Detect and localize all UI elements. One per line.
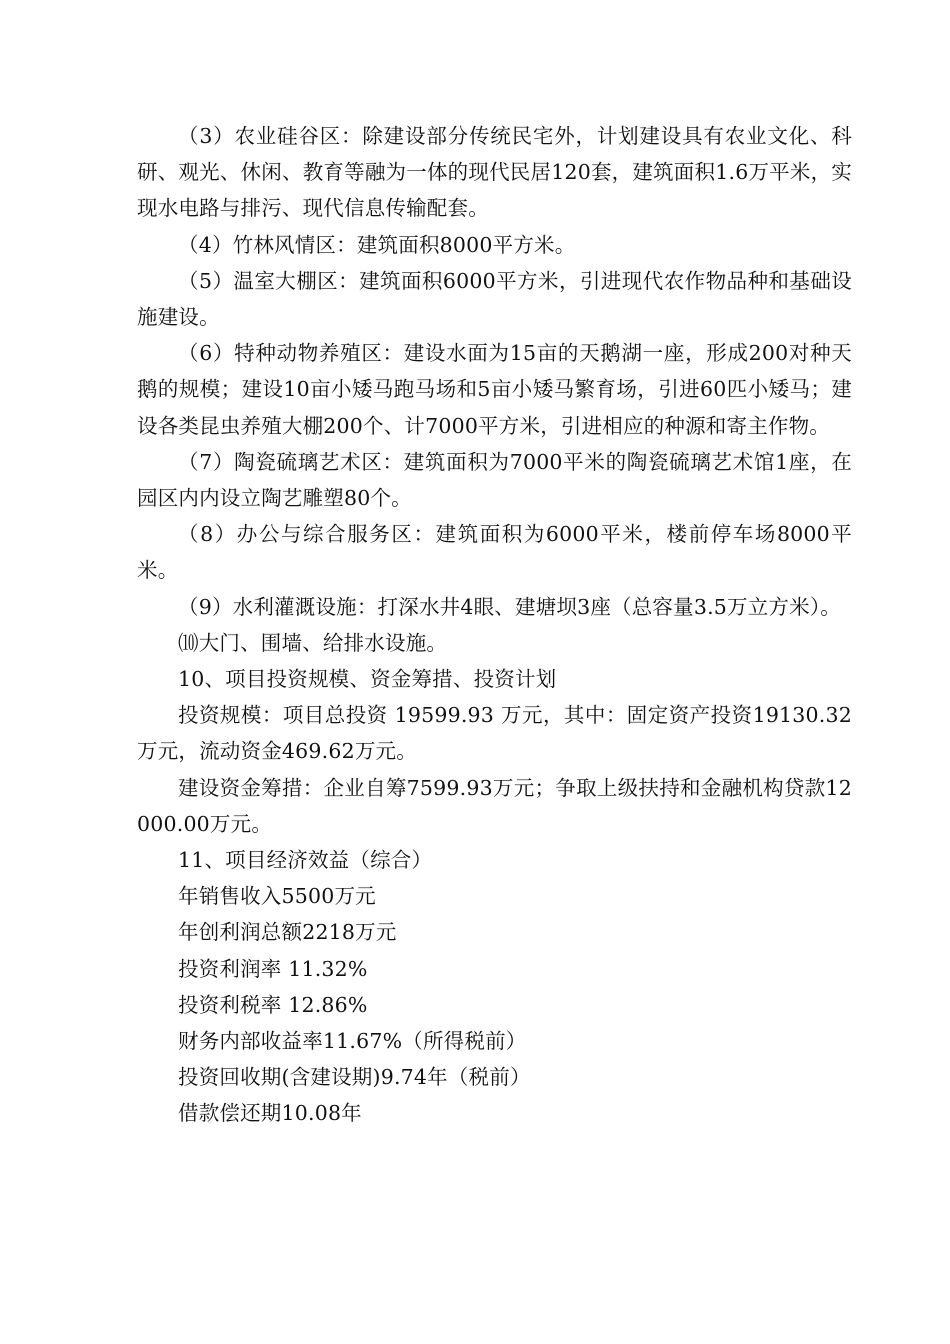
investment-profit-rate: 投资利润率 11.32% xyxy=(178,956,368,981)
paragraph-fund-raising: 建设资金筹措：企业自筹7599.93万元；争取上级扶持和金融机构贷款12000.00万元。 xyxy=(137,775,852,836)
payback-period: 投资回收期(含建设期)9.74年（税前） xyxy=(178,1065,531,1090)
paragraph-bamboo-forest: （4）竹林风情区：建筑面积8000平方米。 xyxy=(178,232,576,257)
annual-total-profit: 年创利润总额2218万元 xyxy=(178,920,397,945)
paragraph-agri-silicon-valley: （3）农业硅谷区：除建设部分传统民宅外，计划建设具有农业文化、科研、观光、休闲、教育等融为一体的现代民居120套，建筑面积1.6万平米，实现水电路与排污、现代信息传输配套。 xyxy=(137,124,852,221)
document-body xyxy=(137,118,852,1132)
paragraph-greenhouse: （5）温室大棚区：建筑面积6000平方米，引进现代农作物品种和基础设施建设。 xyxy=(137,268,852,330)
paragraph-irrigation: （9）水利灌溉设施：打深水井4眼、建塘坝3座（总容量3.5万立方米）。 xyxy=(178,594,841,619)
paragraph-ceramic-art: （7）陶瓷硫璃艺术区：建筑面积为7000平米的陶瓷硫璃艺术馆1座，在园区内内设立陶艺雕塑80个。 xyxy=(137,449,852,511)
loan-repayment-period: 借款偿还期10.08年 xyxy=(178,1101,362,1126)
paragraph-office-service: （8）办公与综合服务区：建筑面积为6000平米，楼前停车场8000平米。 xyxy=(137,522,852,583)
investment-tax-rate: 投资利税率 12.86% xyxy=(178,992,368,1017)
paragraph-investment-scale: 投资规模：项目总投资 19599.93 万元，其中：固定资产投资19130.32万元，流动资金469.62万元。 xyxy=(137,703,852,764)
section-heading-investment: 10、项目投资规模、资金筹措、投资计划 xyxy=(178,667,557,692)
paragraph-animal-breeding: （6）特种动物养殖区：建设水面为15亩的天鹅湖一座，形成200对种天鹅的规模；建设10亩小矮马跑马场和5亩小矮马繁育场，引进60匹小矮马；建设各类昆虫养殖大棚200个、计7000平方米，引进相应的种源和寄主作物。 xyxy=(137,341,852,438)
financial-irr: 财务内部收益率11.67%（所得税前） xyxy=(178,1029,527,1054)
annual-sales-revenue: 年销售收入5500万元 xyxy=(178,884,376,909)
paragraph-gate-wall: ⑽大门、围墙、给排水设施。 xyxy=(178,630,448,655)
section-heading-economic-benefit: 11、项目经济效益（综合） xyxy=(178,848,433,873)
